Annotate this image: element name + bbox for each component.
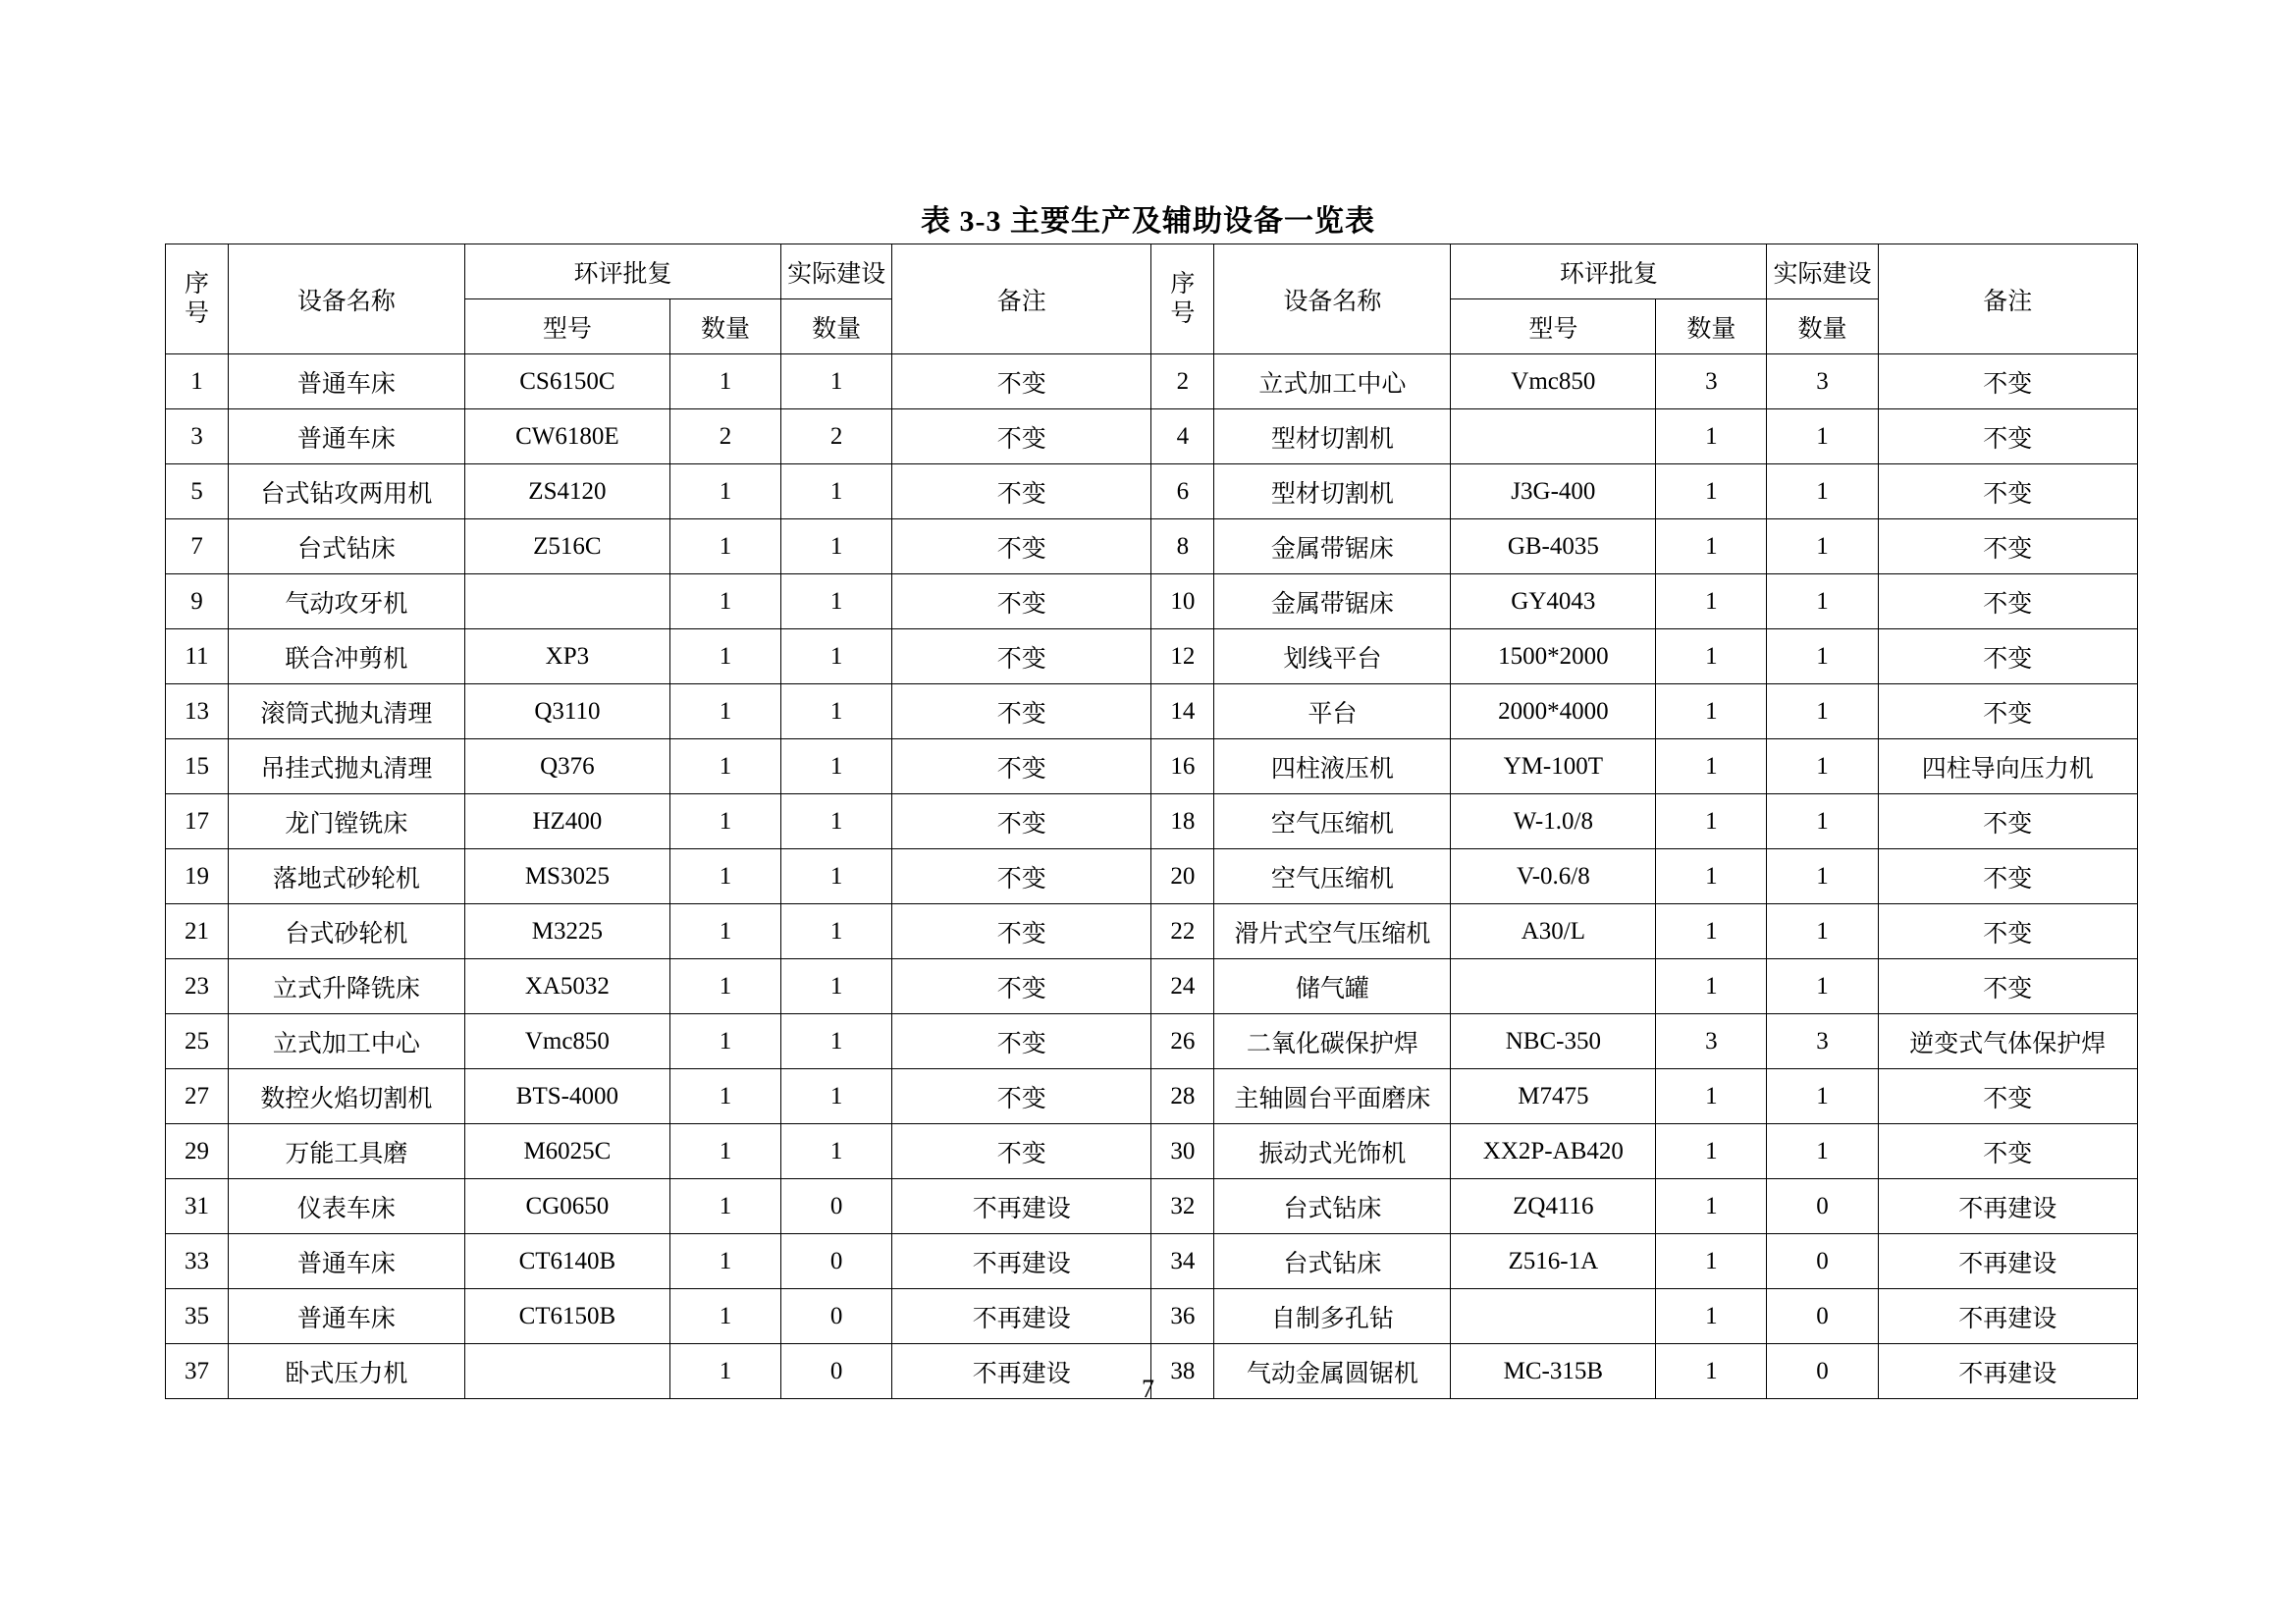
cell-seq: 5 — [166, 464, 229, 519]
cell-model: CT6140B — [464, 1234, 669, 1289]
cell-seq: 24 — [1151, 959, 1214, 1014]
cell-seq: 1 — [166, 354, 229, 409]
cell-qty: 1 — [1656, 574, 1767, 629]
cell-actual: 1 — [781, 464, 892, 519]
cell-name: 滚筒式抛丸清理 — [228, 684, 464, 739]
cell-name: 数控火焰切割机 — [228, 1069, 464, 1124]
cell-name: 金属带锯床 — [1214, 574, 1451, 629]
cell-seq: 7 — [166, 519, 229, 574]
cell-actual: 1 — [1767, 684, 1878, 739]
cell-name: 型材切割机 — [1214, 464, 1451, 519]
cell-qty: 1 — [1656, 849, 1767, 904]
cell-name: 吊挂式抛丸清理 — [228, 739, 464, 794]
cell-remark: 不变 — [1878, 519, 2137, 574]
cell-seq: 15 — [166, 739, 229, 794]
header-qty-left: 数量 — [669, 299, 780, 354]
header-name-left: 设备名称 — [228, 244, 464, 354]
cell-model: Q376 — [464, 739, 669, 794]
cell-remark: 四柱导向压力机 — [1878, 739, 2137, 794]
cell-qty: 1 — [669, 1179, 780, 1234]
cell-model: A30/L — [1451, 904, 1656, 959]
cell-seq: 31 — [166, 1179, 229, 1234]
cell-seq: 29 — [166, 1124, 229, 1179]
cell-seq: 28 — [1151, 1069, 1214, 1124]
cell-name: 空气压缩机 — [1214, 849, 1451, 904]
cell-model — [1451, 959, 1656, 1014]
cell-model: ZQ4116 — [1451, 1179, 1656, 1234]
cell-model — [1451, 1289, 1656, 1344]
cell-actual: 1 — [781, 519, 892, 574]
cell-model: Vmc850 — [464, 1014, 669, 1069]
cell-actual: 1 — [781, 1124, 892, 1179]
cell-qty: 1 — [669, 464, 780, 519]
cell-remark: 不变 — [1878, 684, 2137, 739]
cell-actual: 3 — [1767, 1014, 1878, 1069]
cell-model: GY4043 — [1451, 574, 1656, 629]
cell-seq: 12 — [1151, 629, 1214, 684]
cell-actual: 1 — [1767, 574, 1878, 629]
cell-name: 储气罐 — [1214, 959, 1451, 1014]
cell-name: 四柱液压机 — [1214, 739, 1451, 794]
cell-actual: 0 — [1767, 1179, 1878, 1234]
cell-name: 二氧化碳保护焊 — [1214, 1014, 1451, 1069]
cell-model: MS3025 — [464, 849, 669, 904]
cell-actual: 1 — [1767, 904, 1878, 959]
cell-name: 自制多孔钻 — [1214, 1289, 1451, 1344]
cell-remark: 不再建设 — [892, 1289, 1151, 1344]
cell-seq: 32 — [1151, 1179, 1214, 1234]
cell-actual: 1 — [1767, 1069, 1878, 1124]
cell-model: CG0650 — [464, 1179, 669, 1234]
cell-remark: 不再建设 — [892, 1344, 1151, 1399]
cell-name: 划线平台 — [1214, 629, 1451, 684]
cell-qty: 2 — [669, 409, 780, 464]
table-row — [166, 629, 2138, 684]
cell-seq: 22 — [1151, 904, 1214, 959]
cell-actual: 3 — [1767, 354, 1878, 409]
table-row — [166, 464, 2138, 519]
header-actual-right: 实际建设 — [1767, 244, 1878, 299]
cell-name: 气动攻牙机 — [228, 574, 464, 629]
cell-seq: 20 — [1151, 849, 1214, 904]
cell-name: 型材切割机 — [1214, 409, 1451, 464]
cell-actual: 0 — [781, 1179, 892, 1234]
equipment-table — [165, 244, 2138, 1399]
cell-remark: 不变 — [1878, 959, 2137, 1014]
cell-remark: 不再建设 — [1878, 1234, 2137, 1289]
cell-name: 普通车床 — [228, 1289, 464, 1344]
cell-remark: 不变 — [1878, 794, 2137, 849]
table-row — [166, 849, 2138, 904]
cell-qty: 1 — [1656, 1179, 1767, 1234]
cell-qty: 1 — [1656, 959, 1767, 1014]
cell-remark: 不变 — [1878, 1124, 2137, 1179]
cell-seq: 6 — [1151, 464, 1214, 519]
cell-qty: 1 — [1656, 1124, 1767, 1179]
cell-qty: 1 — [1656, 684, 1767, 739]
cell-name: 普通车床 — [228, 1234, 464, 1289]
table-row — [166, 1124, 2138, 1179]
cell-actual: 1 — [1767, 794, 1878, 849]
cell-name: 台式钻攻两用机 — [228, 464, 464, 519]
cell-actual: 0 — [781, 1234, 892, 1289]
cell-remark: 逆变式气体保护焊 — [1878, 1014, 2137, 1069]
cell-remark: 不变 — [1878, 409, 2137, 464]
cell-qty: 1 — [1656, 409, 1767, 464]
cell-remark: 不变 — [892, 1069, 1151, 1124]
cell-name: 龙门镗铣床 — [228, 794, 464, 849]
cell-model: M6025C — [464, 1124, 669, 1179]
header-seq-left-line1: 序 — [184, 270, 209, 298]
cell-actual: 1 — [781, 684, 892, 739]
cell-seq: 36 — [1151, 1289, 1214, 1344]
cell-model: Q3110 — [464, 684, 669, 739]
cell-remark: 不变 — [892, 849, 1151, 904]
table-row — [166, 1014, 2138, 1069]
cell-model: Z516C — [464, 519, 669, 574]
table-row — [166, 739, 2138, 794]
table-row — [166, 959, 2138, 1014]
cell-remark: 不变 — [1878, 574, 2137, 629]
cell-model — [1451, 409, 1656, 464]
cell-qty: 1 — [669, 1014, 780, 1069]
cell-name: 立式加工中心 — [228, 1014, 464, 1069]
cell-model — [464, 574, 669, 629]
cell-qty: 1 — [669, 1289, 780, 1344]
cell-actual: 1 — [1767, 1124, 1878, 1179]
cell-name: 滑片式空气压缩机 — [1214, 904, 1451, 959]
header-qty-actual-left: 数量 — [781, 299, 892, 354]
cell-actual: 1 — [1767, 519, 1878, 574]
cell-remark: 不变 — [1878, 849, 2137, 904]
cell-model: M3225 — [464, 904, 669, 959]
cell-actual: 1 — [1767, 849, 1878, 904]
cell-name: 立式加工中心 — [1214, 354, 1451, 409]
cell-qty: 1 — [669, 794, 780, 849]
cell-seq: 17 — [166, 794, 229, 849]
cell-model: Z516-1A — [1451, 1234, 1656, 1289]
cell-name: 万能工具磨 — [228, 1124, 464, 1179]
header-remark-left: 备注 — [892, 244, 1151, 354]
cell-model: XP3 — [464, 629, 669, 684]
cell-model: Vmc850 — [1451, 354, 1656, 409]
cell-model: YM-100T — [1451, 739, 1656, 794]
cell-actual: 1 — [781, 1014, 892, 1069]
cell-qty: 1 — [669, 1124, 780, 1179]
cell-actual: 1 — [781, 739, 892, 794]
header-seq-left — [166, 244, 229, 354]
cell-seq: 35 — [166, 1289, 229, 1344]
cell-qty: 1 — [669, 849, 780, 904]
table-row — [166, 1289, 2138, 1344]
cell-seq: 3 — [166, 409, 229, 464]
cell-qty: 1 — [1656, 1069, 1767, 1124]
cell-remark: 不变 — [892, 684, 1151, 739]
cell-seq: 11 — [166, 629, 229, 684]
cell-actual: 1 — [781, 354, 892, 409]
cell-actual: 0 — [1767, 1234, 1878, 1289]
table-row — [166, 794, 2138, 849]
cell-actual: 1 — [1767, 629, 1878, 684]
cell-remark: 不变 — [892, 904, 1151, 959]
table-row — [166, 574, 2138, 629]
cell-actual: 1 — [781, 629, 892, 684]
header-model-right: 型号 — [1451, 299, 1656, 354]
cell-qty: 1 — [1656, 904, 1767, 959]
cell-qty: 1 — [669, 904, 780, 959]
cell-actual: 0 — [1767, 1344, 1878, 1399]
cell-actual: 2 — [781, 409, 892, 464]
header-actual-left: 实际建设 — [781, 244, 892, 299]
cell-remark: 不再建设 — [1878, 1289, 2137, 1344]
cell-actual: 1 — [781, 574, 892, 629]
cell-qty: 1 — [669, 574, 780, 629]
cell-remark: 不变 — [892, 1124, 1151, 1179]
cell-name: 联合冲剪机 — [228, 629, 464, 684]
table-row — [166, 1069, 2138, 1124]
cell-actual: 1 — [781, 1069, 892, 1124]
cell-seq: 19 — [166, 849, 229, 904]
header-seq-right — [1151, 244, 1214, 354]
cell-model: NBC-350 — [1451, 1014, 1656, 1069]
cell-remark: 不变 — [892, 464, 1151, 519]
cell-actual: 0 — [781, 1289, 892, 1344]
table-row — [166, 684, 2138, 739]
cell-name: 台式钻床 — [1214, 1234, 1451, 1289]
cell-qty: 1 — [669, 684, 780, 739]
header-seq-left-line2: 号 — [184, 299, 209, 327]
cell-name: 空气压缩机 — [1214, 794, 1451, 849]
header-approval-left: 环评批复 — [464, 244, 780, 299]
cell-remark: 不再建设 — [892, 1234, 1151, 1289]
cell-remark: 不变 — [1878, 464, 2137, 519]
cell-remark: 不再建设 — [1878, 1179, 2137, 1234]
cell-remark: 不变 — [892, 739, 1151, 794]
cell-model: CS6150C — [464, 354, 669, 409]
cell-remark: 不变 — [892, 354, 1151, 409]
cell-seq: 16 — [1151, 739, 1214, 794]
cell-actual: 0 — [781, 1344, 892, 1399]
header-remark-right: 备注 — [1878, 244, 2137, 354]
cell-qty: 1 — [669, 629, 780, 684]
cell-name: 卧式压力机 — [228, 1344, 464, 1399]
cell-model: GB-4035 — [1451, 519, 1656, 574]
cell-name: 台式砂轮机 — [228, 904, 464, 959]
cell-model: 1500*2000 — [1451, 629, 1656, 684]
cell-seq: 26 — [1151, 1014, 1214, 1069]
header-seq-right-line1: 序 — [1170, 270, 1196, 298]
cell-qty: 1 — [669, 1234, 780, 1289]
table-header — [166, 244, 2138, 354]
cell-remark: 不再建设 — [1878, 1344, 2137, 1399]
cell-actual: 1 — [1767, 464, 1878, 519]
cell-remark: 不变 — [892, 959, 1151, 1014]
equipment-table-container — [165, 244, 2138, 1399]
cell-model: J3G-400 — [1451, 464, 1656, 519]
cell-qty: 3 — [1656, 354, 1767, 409]
cell-model: M7475 — [1451, 1069, 1656, 1124]
page-number: 7 — [1142, 1375, 1154, 1403]
cell-name: 振动式光饰机 — [1214, 1124, 1451, 1179]
cell-qty: 1 — [1656, 739, 1767, 794]
cell-model: 2000*4000 — [1451, 684, 1656, 739]
cell-qty: 1 — [669, 739, 780, 794]
cell-model: CT6150B — [464, 1289, 669, 1344]
cell-seq: 34 — [1151, 1234, 1214, 1289]
cell-seq: 38 — [1151, 1344, 1214, 1399]
cell-remark: 不变 — [892, 574, 1151, 629]
cell-seq: 4 — [1151, 409, 1214, 464]
cell-qty: 1 — [1656, 794, 1767, 849]
cell-seq: 23 — [166, 959, 229, 1014]
cell-remark: 不变 — [892, 409, 1151, 464]
cell-actual: 1 — [781, 904, 892, 959]
cell-remark: 不变 — [892, 519, 1151, 574]
table-row — [166, 519, 2138, 574]
cell-actual: 1 — [781, 959, 892, 1014]
table-body — [166, 354, 2138, 1399]
cell-remark: 不变 — [892, 794, 1151, 849]
header-model-left: 型号 — [464, 299, 669, 354]
cell-seq: 25 — [166, 1014, 229, 1069]
cell-model: W-1.0/8 — [1451, 794, 1656, 849]
cell-name: 落地式砂轮机 — [228, 849, 464, 904]
cell-name: 仪表车床 — [228, 1179, 464, 1234]
cell-remark: 不变 — [892, 629, 1151, 684]
table-row — [166, 409, 2138, 464]
cell-actual: 1 — [781, 794, 892, 849]
cell-remark: 不变 — [1878, 629, 2137, 684]
table-row — [166, 354, 2138, 409]
cell-qty: 1 — [1656, 1289, 1767, 1344]
cell-name: 气动金属圆锯机 — [1214, 1344, 1451, 1399]
cell-qty: 1 — [669, 354, 780, 409]
cell-qty: 1 — [1656, 1344, 1767, 1399]
header-seq-right-line2: 号 — [1170, 299, 1196, 327]
cell-model: CW6180E — [464, 409, 669, 464]
cell-qty: 1 — [669, 1069, 780, 1124]
cell-seq: 37 — [166, 1344, 229, 1399]
cell-seq: 33 — [166, 1234, 229, 1289]
cell-seq: 21 — [166, 904, 229, 959]
header-qty-actual-right: 数量 — [1767, 299, 1878, 354]
table-title: 表 3-3 主要生产及辅助设备一览表 — [921, 205, 1375, 238]
cell-model: BTS-4000 — [464, 1069, 669, 1124]
cell-seq: 27 — [166, 1069, 229, 1124]
cell-remark: 不变 — [1878, 904, 2137, 959]
cell-name: 立式升降铣床 — [228, 959, 464, 1014]
table-header-row-1 — [166, 244, 2138, 299]
cell-seq: 9 — [166, 574, 229, 629]
cell-seq: 13 — [166, 684, 229, 739]
cell-remark: 不变 — [892, 1014, 1151, 1069]
cell-qty: 1 — [669, 1344, 780, 1399]
cell-name: 台式钻床 — [1214, 1179, 1451, 1234]
cell-remark: 不变 — [1878, 1069, 2137, 1124]
cell-name: 台式钻床 — [228, 519, 464, 574]
cell-qty: 1 — [1656, 1234, 1767, 1289]
cell-name: 平台 — [1214, 684, 1451, 739]
cell-remark: 不再建设 — [892, 1179, 1151, 1234]
cell-qty: 3 — [1656, 1014, 1767, 1069]
header-approval-right: 环评批复 — [1451, 244, 1767, 299]
cell-qty: 1 — [669, 519, 780, 574]
cell-name: 主轴圆台平面磨床 — [1214, 1069, 1451, 1124]
cell-actual: 1 — [781, 849, 892, 904]
cell-seq: 14 — [1151, 684, 1214, 739]
cell-actual: 1 — [1767, 409, 1878, 464]
cell-model: XX2P-AB420 — [1451, 1124, 1656, 1179]
cell-qty: 1 — [669, 959, 780, 1014]
cell-qty: 1 — [1656, 629, 1767, 684]
cell-name: 普通车床 — [228, 409, 464, 464]
cell-model: ZS4120 — [464, 464, 669, 519]
cell-actual: 1 — [1767, 739, 1878, 794]
cell-model: V-0.6/8 — [1451, 849, 1656, 904]
cell-seq: 30 — [1151, 1124, 1214, 1179]
table-row — [166, 904, 2138, 959]
cell-model: HZ400 — [464, 794, 669, 849]
table-row — [166, 1234, 2138, 1289]
cell-seq: 2 — [1151, 354, 1214, 409]
cell-remark: 不变 — [1878, 354, 2137, 409]
cell-seq: 10 — [1151, 574, 1214, 629]
cell-model: XA5032 — [464, 959, 669, 1014]
cell-model: MC-315B — [1451, 1344, 1656, 1399]
cell-seq: 18 — [1151, 794, 1214, 849]
table-row — [166, 1179, 2138, 1234]
cell-qty: 1 — [1656, 464, 1767, 519]
cell-actual: 1 — [1767, 959, 1878, 1014]
cell-qty: 1 — [1656, 519, 1767, 574]
header-qty-right: 数量 — [1656, 299, 1767, 354]
cell-name: 普通车床 — [228, 354, 464, 409]
cell-seq: 8 — [1151, 519, 1214, 574]
header-name-right: 设备名称 — [1214, 244, 1451, 354]
cell-name: 金属带锯床 — [1214, 519, 1451, 574]
cell-actual: 0 — [1767, 1289, 1878, 1344]
